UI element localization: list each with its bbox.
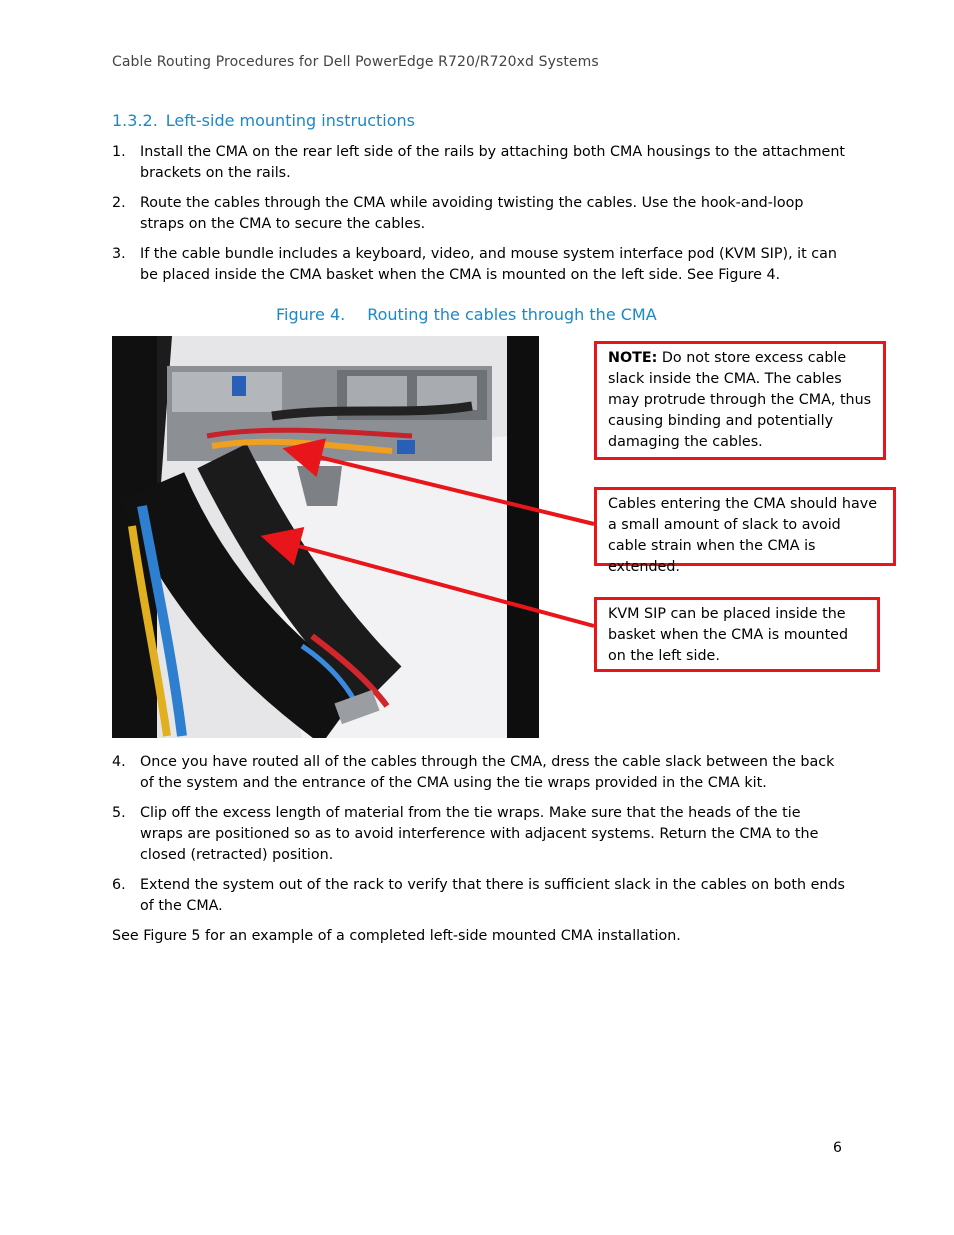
section-number: 1.3.2. xyxy=(112,111,158,130)
section-heading xyxy=(112,111,415,130)
step-text: Clip off the excess length of material from the tie wraps. Make sure that the heads of the tie wraps are positioned so as to avoid interference with adjacent systems. Return the CMA to the closed (retracted) position. xyxy=(140,805,819,863)
step-number: 4. xyxy=(112,754,126,770)
figure-caption-text: Routing the cables through the CMA xyxy=(367,305,657,324)
step-text: Once you have routed all of the cables through the CMA, dress the cable slack between the back of the system and the entrance of the CMA using the tie wraps provided in the CMA kit. xyxy=(140,754,835,791)
step-text: If the cable bundle includes a keyboard, video, and mouse system interface pod (KVM SIP), it can be placed inside the CMA basket when the CMA is mounted on the left side. See Figure 4. xyxy=(140,246,837,283)
list-item xyxy=(112,803,847,866)
list-item xyxy=(112,752,847,794)
step-text: Extend the system out of the rack to verify that there is sufficient slack in the cables on both ends of the CMA. xyxy=(140,877,845,914)
note-text: Do not store excess cable slack inside the CMA. The cables may protrude through the CMA, thus causing binding and potentially damaging the cables. xyxy=(608,350,872,450)
step-number: 2. xyxy=(112,195,126,211)
kvm-callout-text: KVM SIP can be placed inside the basket when the CMA is mounted on the left side. xyxy=(608,606,849,664)
list-item xyxy=(112,244,847,286)
step-number: 3. xyxy=(112,246,126,262)
step-number: 6. xyxy=(112,877,126,893)
running-header: Cable Routing Procedures for Dell PowerEdge R720/R720xd Systems xyxy=(112,54,599,70)
note-label: NOTE: xyxy=(608,350,658,366)
steps-list-before-figure xyxy=(112,142,847,295)
figure-caption xyxy=(276,305,657,324)
slack-callout xyxy=(594,487,896,575)
closing-paragraph: See Figure 5 for an example of a completed left-side mounted CMA installation. xyxy=(112,928,681,944)
step-text: Install the CMA on the rear left side of the rails by attaching both CMA housings to the attachment brackets on the rails. xyxy=(140,144,846,181)
step-number: 1. xyxy=(112,144,126,160)
steps-list-after-figure xyxy=(112,752,847,926)
figure-number: Figure 4. xyxy=(276,305,346,324)
step-text: Route the cables through the CMA while avoiding twisting the cables. Use the hook-and-loop straps on the CMA to secure the cables. xyxy=(140,195,804,232)
page-number: 6 xyxy=(833,1140,842,1156)
note-callout xyxy=(594,341,886,460)
list-item xyxy=(112,875,847,917)
cma-photo xyxy=(112,336,539,738)
step-number: 5. xyxy=(112,805,126,821)
slack-callout-text: Cables entering the CMA should have a small amount of slack to avoid cable strain when the CMA is extended. xyxy=(608,496,878,575)
list-item xyxy=(112,193,847,235)
list-item xyxy=(112,142,847,184)
section-title-text: Left-side mounting instructions xyxy=(165,111,415,130)
kvm-callout xyxy=(594,597,880,672)
